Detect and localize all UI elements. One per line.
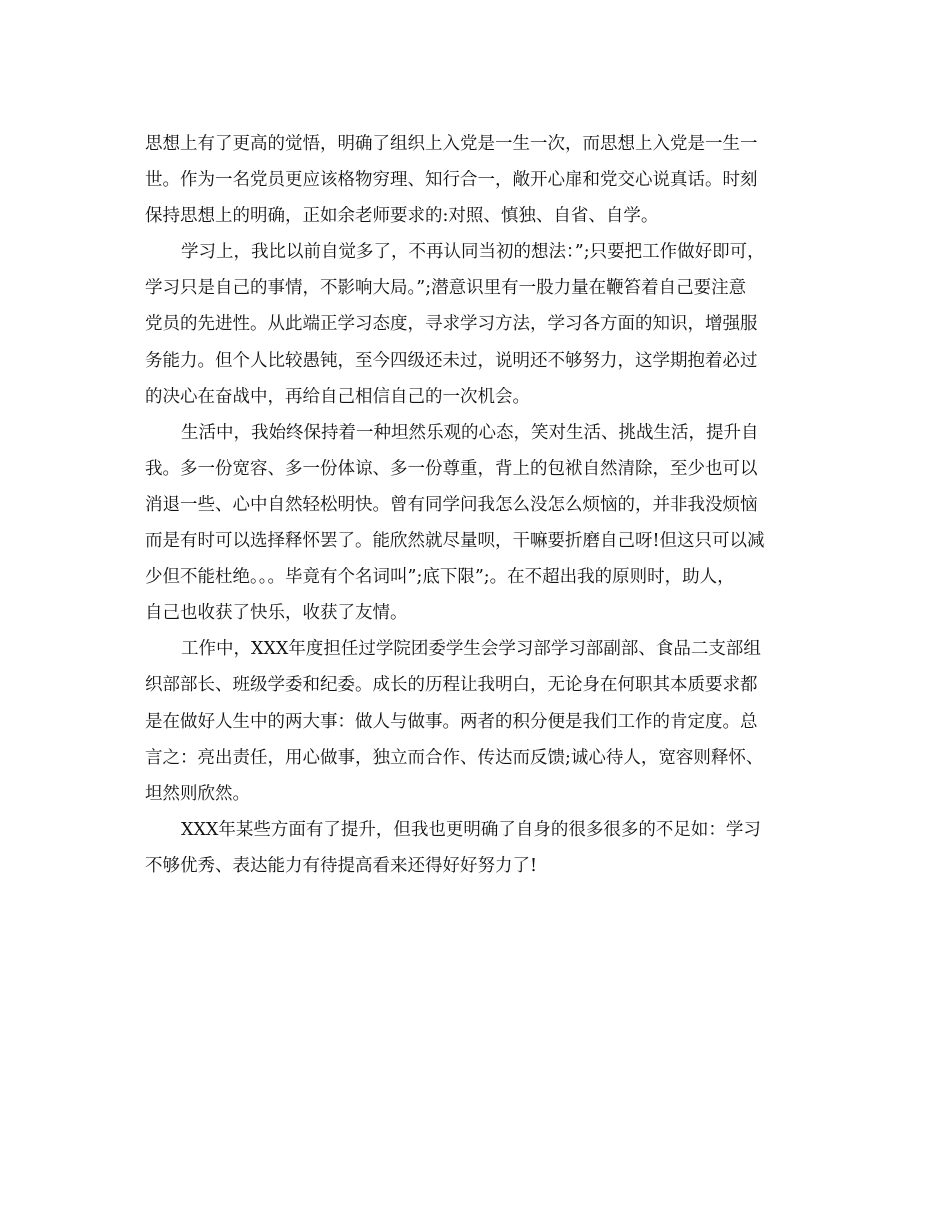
text-line: 织部部长、班级学委和纪委。成长的历程让我明白，无论身在何职其本质要求都 [145,675,758,696]
paragraph-start-line: 生活中，我始终保持着一种坦然乐观的心态，笑对生活、挑战生活，提升自 [181,422,759,443]
text-line: 自己也收获了快乐，收获了友情。 [145,603,408,624]
text-line: 不够优秀、表达能力有待提高看来还得好好努力了! [145,855,538,876]
paragraph-start-line: XXX年某些方面有了提升，但我也更明确了自身的很多很多的不足如：学习 [181,819,761,840]
text-line: 务能力。但个人比较愚钝，至今四级还未过，说明还不够努力，这学期抱着必过 [145,350,758,371]
text-line: 思想上有了更高的觉悟，明确了组织上入党是一生一次，而思想上入党是一生一 [145,134,758,154]
text-line: 坦然则欣然。 [145,783,250,804]
document-body [145,126,825,884]
paragraph-start-line: 学习上，我比以前自觉多了，不再认同当初的想法：”;只要把工作做好即可， [181,242,765,263]
text-line: 的决心在奋战中，再给自己相信自己的一次机会。 [145,386,530,407]
text-line: 我。多一份宽容、多一份体谅、多一份尊重，背上的包袱自然清除，至少也可以 [145,458,758,479]
text-line: 消退一些、心中自然轻松明快。曾有同学问我怎么没怎么烦恼的，并非我没烦恼 [145,494,758,515]
text-line: 言之：亮出责任，用心做事，独立而合作、传达而反馈;诚心待人，宽容则释怀、 [145,747,764,768]
text-line: 是在做好人生中的两大事：做人与做事。两者的积分便是我们工作的肯定度。总 [145,711,758,732]
text-line: 党员的先进性。从此端正学习态度，寻求学习方法，学习各方面的知识，增强服 [145,314,758,335]
text-line: 保持思想上的明确，正如余老师要求的:对照、慎独、自省、自学。 [145,206,659,227]
text-line: 而是有时可以选择释怀罢了。能欣然就尽量呗，干嘛要折磨自己呀!但这只可以减 [145,531,765,552]
text-line: 少但不能杜绝。。。毕竟有个名词叫”;底下限”;。在不超出我的原则时，助人， [145,567,735,588]
text-line: 世。作为一名党员更应该格物穷理、知行合一，敞开心扉和党交心说真话。时刻 [145,170,758,191]
paragraph-start-line: 工作中，XXX年度担任过学院团委学生会学习部学习部副部、食品二支部组 [181,639,761,660]
text-line: 学习只是自己的事情，不影响大局。”;潜意识里有一股力量在鞭笞着自己要注意 [145,278,747,299]
